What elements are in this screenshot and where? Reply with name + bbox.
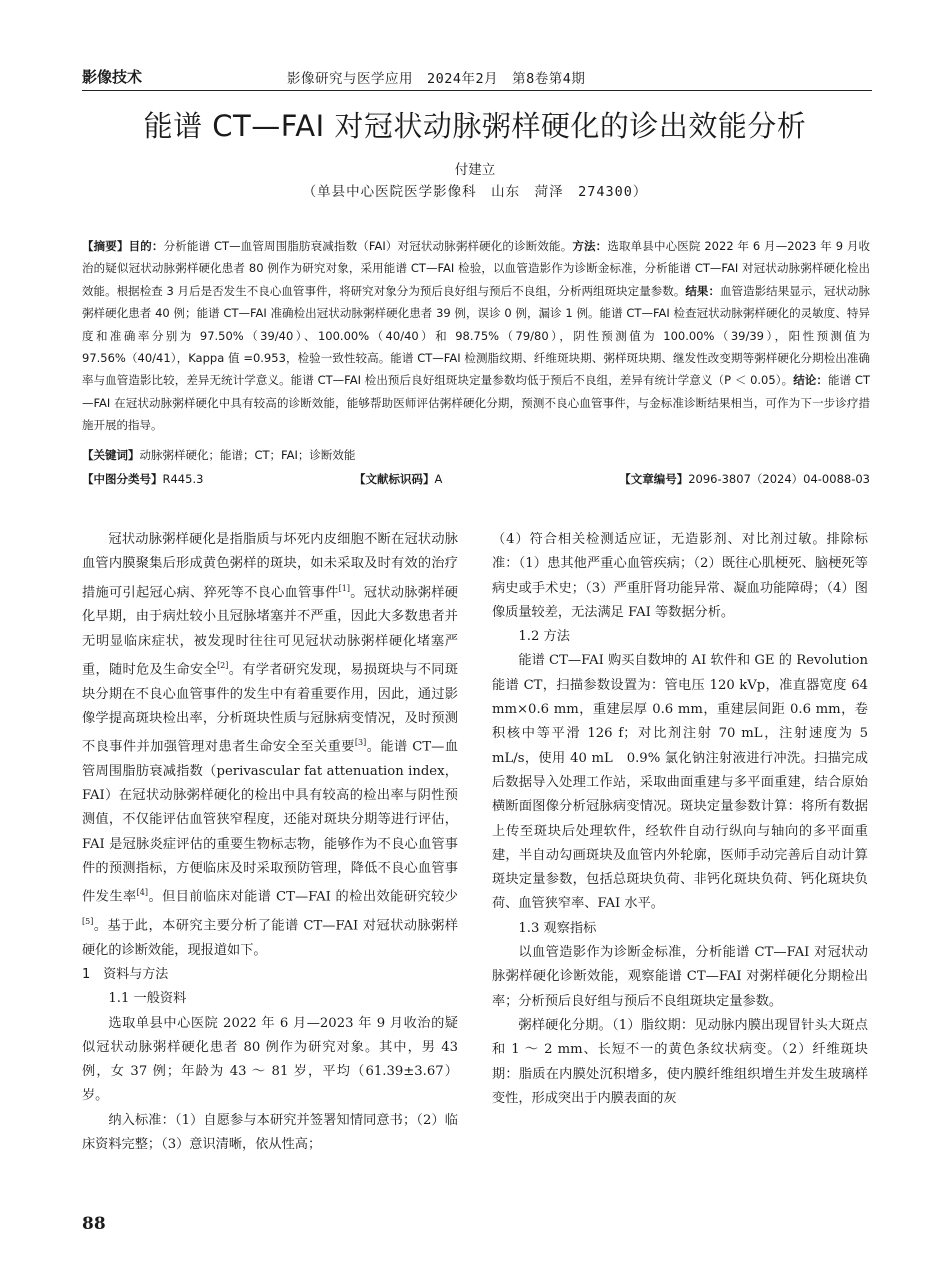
clc-value: R445.3 [162,472,204,486]
doc-code [354,471,442,487]
criteria-paragraph: （4）符合相关检测适应证，无造影剂、对比剂过敏。排除标准：（1）患其他严重心血管疾病；（2）既往心肌梗死、脑梗死等病史或手术史；（3）严重肝肾功能异常、凝血功能障碍；（4）图像质量较差，无法满足 FAI 等数据分析。 [492,532,868,620]
page-header [82,62,872,91]
conclusion-label: 结论： [793,373,828,388]
page-number: 88 [82,1214,106,1234]
ref-4: [4] [136,888,148,898]
intro-text-3: 。有学者研究发现，易损斑块与不同斑块分期在不良心血管事件的发生中有着重要作用，因此，通过影像学提高斑块检出率，分析斑块性质与冠脉病变情况，及时预测不良事件并加强管理对患者生命安全至关重要 [82,662,459,755]
keywords-label: 【关键词】 [82,448,140,462]
abstract [82,235,870,437]
section-heading-1-3: 1.3 观察指标 [518,920,597,936]
section-heading-1-1: 1.1 一般资料 [108,991,187,1007]
journal-info: 影像研究与医学应用 2024年2月 第8卷第4期 [287,71,586,87]
intro-text-2: 。冠状动脉粥样硬化早期，由于病灶较小且冠脉堵塞并不严重，因此大多数患者并无明显临床症状，被发现时往往可见冠状动脉粥样硬化堵塞严重，随时危及生命安全 [82,584,458,678]
keywords-text: 动脉粥样硬化；能谱；CT；FAI；诊断效能 [139,448,356,462]
ref-1: [1] [338,583,350,593]
left-column [82,528,458,1157]
staging-paragraph: 粥样硬化分期。（1）脂纹期：见动脉内膜出现冒针头大斑点和 1 ～ 2 mm、长短不一的黄色条纹状病变。（2）纤维斑块期：脂质在内膜处沉积增多，使内膜纤维组织增生并发生玻璃样变性，形成突出于内膜表面的灰 [492,1017,868,1106]
affiliation: （单县中心医院医学影像科 山东 菏泽 274300） [302,184,648,200]
clc-label: 【中图分类号】 [82,472,163,486]
right-column [492,528,868,1111]
intro-text-5: 。但目前临床对能谱 CT—FAI 的检出效能研究较少 [147,889,458,905]
doc-value: A [434,472,443,486]
ref-5: [5] [82,917,94,927]
intro-text-6: 。基于此，本研究主要分析了能谱 CT—FAI 对冠状动脉粥样硬化的诊断效能，现报道如下。 [82,918,458,958]
ref-3: [3] [354,738,367,748]
abstract-label: 【摘要】 [82,239,129,253]
methods-paragraph: 能谱 CT—FAI 购买自数坤的 AI 软件和 GE 的 Revolution 能谱 CT，扫描参数设置为：管电压 120 kVp，准直器宽度 64 mm×0.6 mm，重建层厚 0.6 mm，重建层间距 0.6 mm，卷积核中等平滑 126 f；对比剂注射 70 mL，注射速度为 5 mL/s，使用 40 mL 0.9% 氯化钠注射液进行冲洗。扫描完成后数据导入处理工作站，采取曲面重建与多平面重建，结合原始横断面图像分析冠脉病变情况。斑块定量参数计算：将所有数据上传至斑块后处理软件，经软件自动行纵向与轴向的多平面重建，半自动勾画斑块及血管内外轮廓，医师手动完善后自动计算斑块定量参数，包括总斑块负荷、非钙化斑块负荷、钙化斑块负荷、血管狭窄率、FAI 水平。 [492,653,868,912]
abstract-results: 血管造影结果显示，冠状动脉粥样硬化患者 40 例；能谱 CT—FAI 准确检出冠状动脉粥样硬化患者 39 例，误诊 0 例，漏诊 1 例。能谱 CT—FAI 检查冠状动脉粥样硬化的灵敏度、特异度和准确率分别为 97.50%（39/40）、100.00%（40/40）和 98.75%（79/80），阴性预测值为 100.00%（39/39），阳性预测值为 97.56%（40/41），Kappa 值 =0.953，检验一致性较高。能谱 CT—FAI 检测脂纹期、纤维斑块期、粥样斑块期、继发性改变期等粥样硬化分期检出准确率与血管造影比较，差异无统计学意义。能谱 CT—FAI 检出预后良好组斑块定量参数均低于预后不良组，差异有统计学意义（P ＜ 0.05）。 [82,283,871,388]
article-value: 2096-3807（2024）04-0088-03 [688,472,870,486]
intro-text-1: 冠状动脉粥样硬化是指脂质与坏死内皮细胞不断在冠状动脉血管内膜聚集后形成黄色粥样的斑块，如未采取及时有效的治疗措施可引起冠心病、猝死等不良心血管事件 [82,532,458,600]
section-heading-1: 1 资料与方法 [82,967,169,982]
abstract-conclusion: 能谱 CT—FAI 在冠状动脉粥样硬化中具有较高的诊断效能，能够帮助医师评估粥样硬化分期，预测不良心血管事件，与金标准诊断结果相当，可作为下一步诊疗措施开展的指导。 [82,373,870,433]
article-title: 能谱 CT—FAI 对冠状动脉粥样硬化的诊出效能分析 [143,109,807,143]
methods-label: 方法： [572,239,608,253]
author: 付建立 [454,162,496,178]
article-label: 【文章编号】 [619,472,689,486]
classification-line [82,471,870,489]
results-label: 结果： [685,283,721,298]
abstract-purpose: 分析能谱 CT—血管周围脂肪衰减指数（FAI）对冠状动脉粥样硬化的诊断效能。 [163,239,573,253]
keywords [82,447,870,463]
section-heading-1-2: 1.2 方法 [518,629,570,645]
inclusion-paragraph: 纳入标准：（1）自愿参与本研究并签署知情同意书；（2）临床资料完整；（3）意识清晰，依从性高； [82,1112,458,1153]
abstract-methods: 选取单县中心医院 2022 年 6 月—2023 年 9 月收治的疑似冠状动脉粥样硬化患者 80 例作为研究对象，采用能谱 CT—FAI 检验，以血管造影作为诊断金标准，分析能谱 CT—FAI 对冠状动脉粥样硬化检出效能。根据检查 3 月后是否发生不良心血管事件，将研究对象分为预后良好组与预后不良组，分析两组斑块定量参数。 [82,239,871,298]
purpose-label: 目的： [128,239,164,253]
ref-2: [2] [217,660,229,670]
intro-text-4: 。能谱 CT—血管周围脂肪衰减指数（perivascular fat attenuation index，FAI）在冠状动脉粥样硬化的检出中具有较高的检出率与阴性预测值，不仅能评估血管狭窄程度，还能对斑块分期等进行评估，FAI 是冠脉炎症评估的重要生物标志物，能够作为不良心血管事件的预测指标，方便临床及时采取预防管理，降低不良心血管事件发生率 [82,739,459,905]
article-number [619,471,870,487]
intro-paragraph [82,528,458,963]
indicators-paragraph: 以血管造影作为诊断金标准，分析能谱 CT—FAI 对冠状动脉粥样硬化诊断效能，观察能谱 CT—FAI 对粥样硬化分期检出率；分析预后良好组与预后不良组斑块定量参数。 [492,945,868,1009]
doc-label: 【文献标识码】 [354,472,435,486]
clc-code [82,471,203,487]
section-tag: 影像技术 [82,68,143,86]
general-data-paragraph: 选取单县中心医院 2022 年 6 月—2023 年 9 月收治的疑似冠状动脉粥样硬化患者 80 例作为研究对象。其中，男 43 例，女 37 例；年龄为 43 ～ 81 岁，平均（61.39±3.67）岁。 [82,1015,458,1104]
